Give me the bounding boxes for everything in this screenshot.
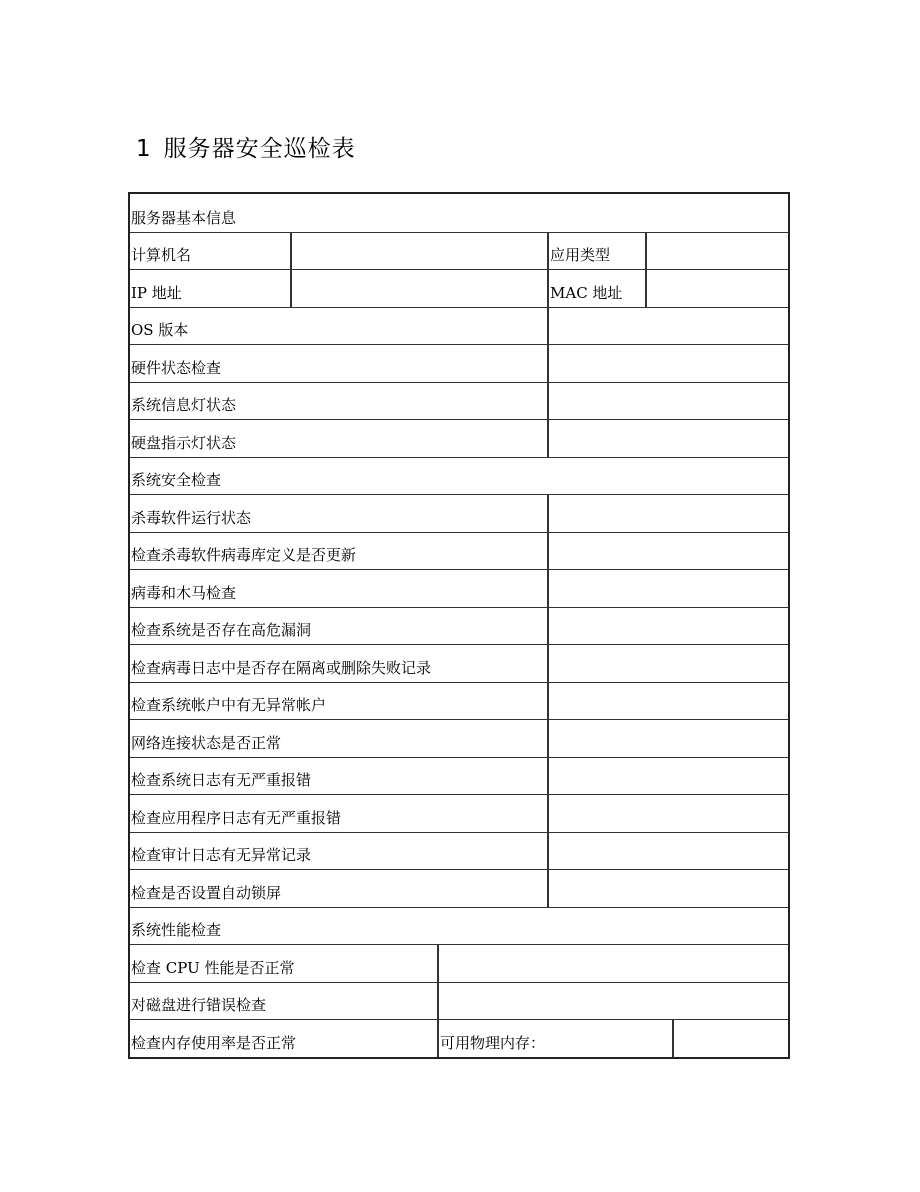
section-header-cell: 服务器基本信息 [131,208,237,227]
value-cpu[interactable] [437,945,788,982]
value-os[interactable] [547,308,788,345]
security-item-value[interactable] [547,533,788,570]
label-disk-light: 硬盘指示灯状态 [131,433,237,452]
table-row [130,832,788,870]
value-app-type[interactable] [645,233,788,270]
section-header-security [130,457,788,495]
security-item-label: 病毒和木马检查 [131,583,237,602]
security-item-value[interactable] [547,870,788,907]
label-computer-name: 计算机名 [131,246,192,264]
security-item-value[interactable] [547,570,788,607]
table-row [130,344,788,382]
security-item-label: 检查是否设置自动锁屏 [131,883,282,902]
value-hw-check[interactable] [547,345,788,382]
security-item-label: 检查病毒日志中是否存在隔离或删除失败记录 [131,658,432,677]
label-sys-light: 系统信息灯状态 [131,396,237,414]
security-item-label: 检查杀毒软件病毒库定义是否更新 [131,546,357,564]
table-row [130,869,788,907]
table-row [130,419,788,457]
security-item-value[interactable] [547,720,788,757]
section-header-cell: 系统性能检查 [131,921,222,939]
section-header-basic [130,194,788,232]
table-row [130,569,788,607]
page-title [136,130,356,163]
table-row [130,232,788,270]
security-item-value[interactable] [547,683,788,720]
security-item-label: 网络连接状态是否正常 [131,733,282,752]
table-row [130,719,788,757]
table-row [130,532,788,570]
table-row [130,607,788,645]
security-item-label: 检查系统是否存在高危漏洞 [131,621,312,639]
label-memory: 检查内存使用率是否正常 [131,1033,297,1052]
table-row [130,682,788,720]
value-mac[interactable] [645,270,788,307]
security-item-value[interactable] [547,645,788,682]
table-row [130,382,788,420]
table-row [130,794,788,832]
label-disk-check: 对磁盘进行错误检查 [131,996,267,1014]
table-row [130,944,788,982]
security-item-label: 杀毒软件运行状态 [131,508,252,527]
label-cpu: 检查 CPU 性能是否正常 [131,958,295,977]
security-item-label: 检查系统日志有无严重报错 [131,771,312,789]
security-item-value[interactable] [547,833,788,870]
table-row [130,1019,788,1057]
value-sys-light[interactable] [547,383,788,420]
security-item-value[interactable] [547,495,788,532]
security-item-value[interactable] [547,758,788,795]
label-os: OS 版本 [131,321,189,339]
security-item-label: 检查应用程序日志有无严重报错 [131,808,342,827]
label-ip: IP 地址 [131,283,182,302]
title-text: 服务器安全巡检表 [163,136,356,162]
table-row [130,982,788,1020]
security-item-value[interactable] [547,795,788,832]
table-row [130,269,788,307]
table-row [130,494,788,532]
inspection-table [128,192,790,1059]
security-item-value[interactable] [547,608,788,645]
value-disk-light[interactable] [547,420,788,457]
security-item-label: 检查系统帐户中有无异常帐户 [131,696,327,714]
value-available-memory[interactable] [672,1020,788,1057]
security-item-label: 检查审计日志有无异常记录 [131,846,312,864]
value-ip[interactable] [290,270,547,307]
label-app-type: 应用类型 [547,233,645,270]
table-row [130,307,788,345]
table-row [130,644,788,682]
title-number: 1 [136,136,152,162]
label-hw-check: 硬件状态检查 [131,358,222,377]
section-header-performance [130,907,788,945]
table-row [130,757,788,795]
label-available-memory: 可用物理内存： [437,1020,672,1057]
label-mac: MAC 地址 [547,270,645,307]
value-disk-check[interactable] [437,983,788,1020]
section-header-cell: 系统安全检查 [131,471,222,489]
value-computer-name[interactable] [290,233,547,270]
